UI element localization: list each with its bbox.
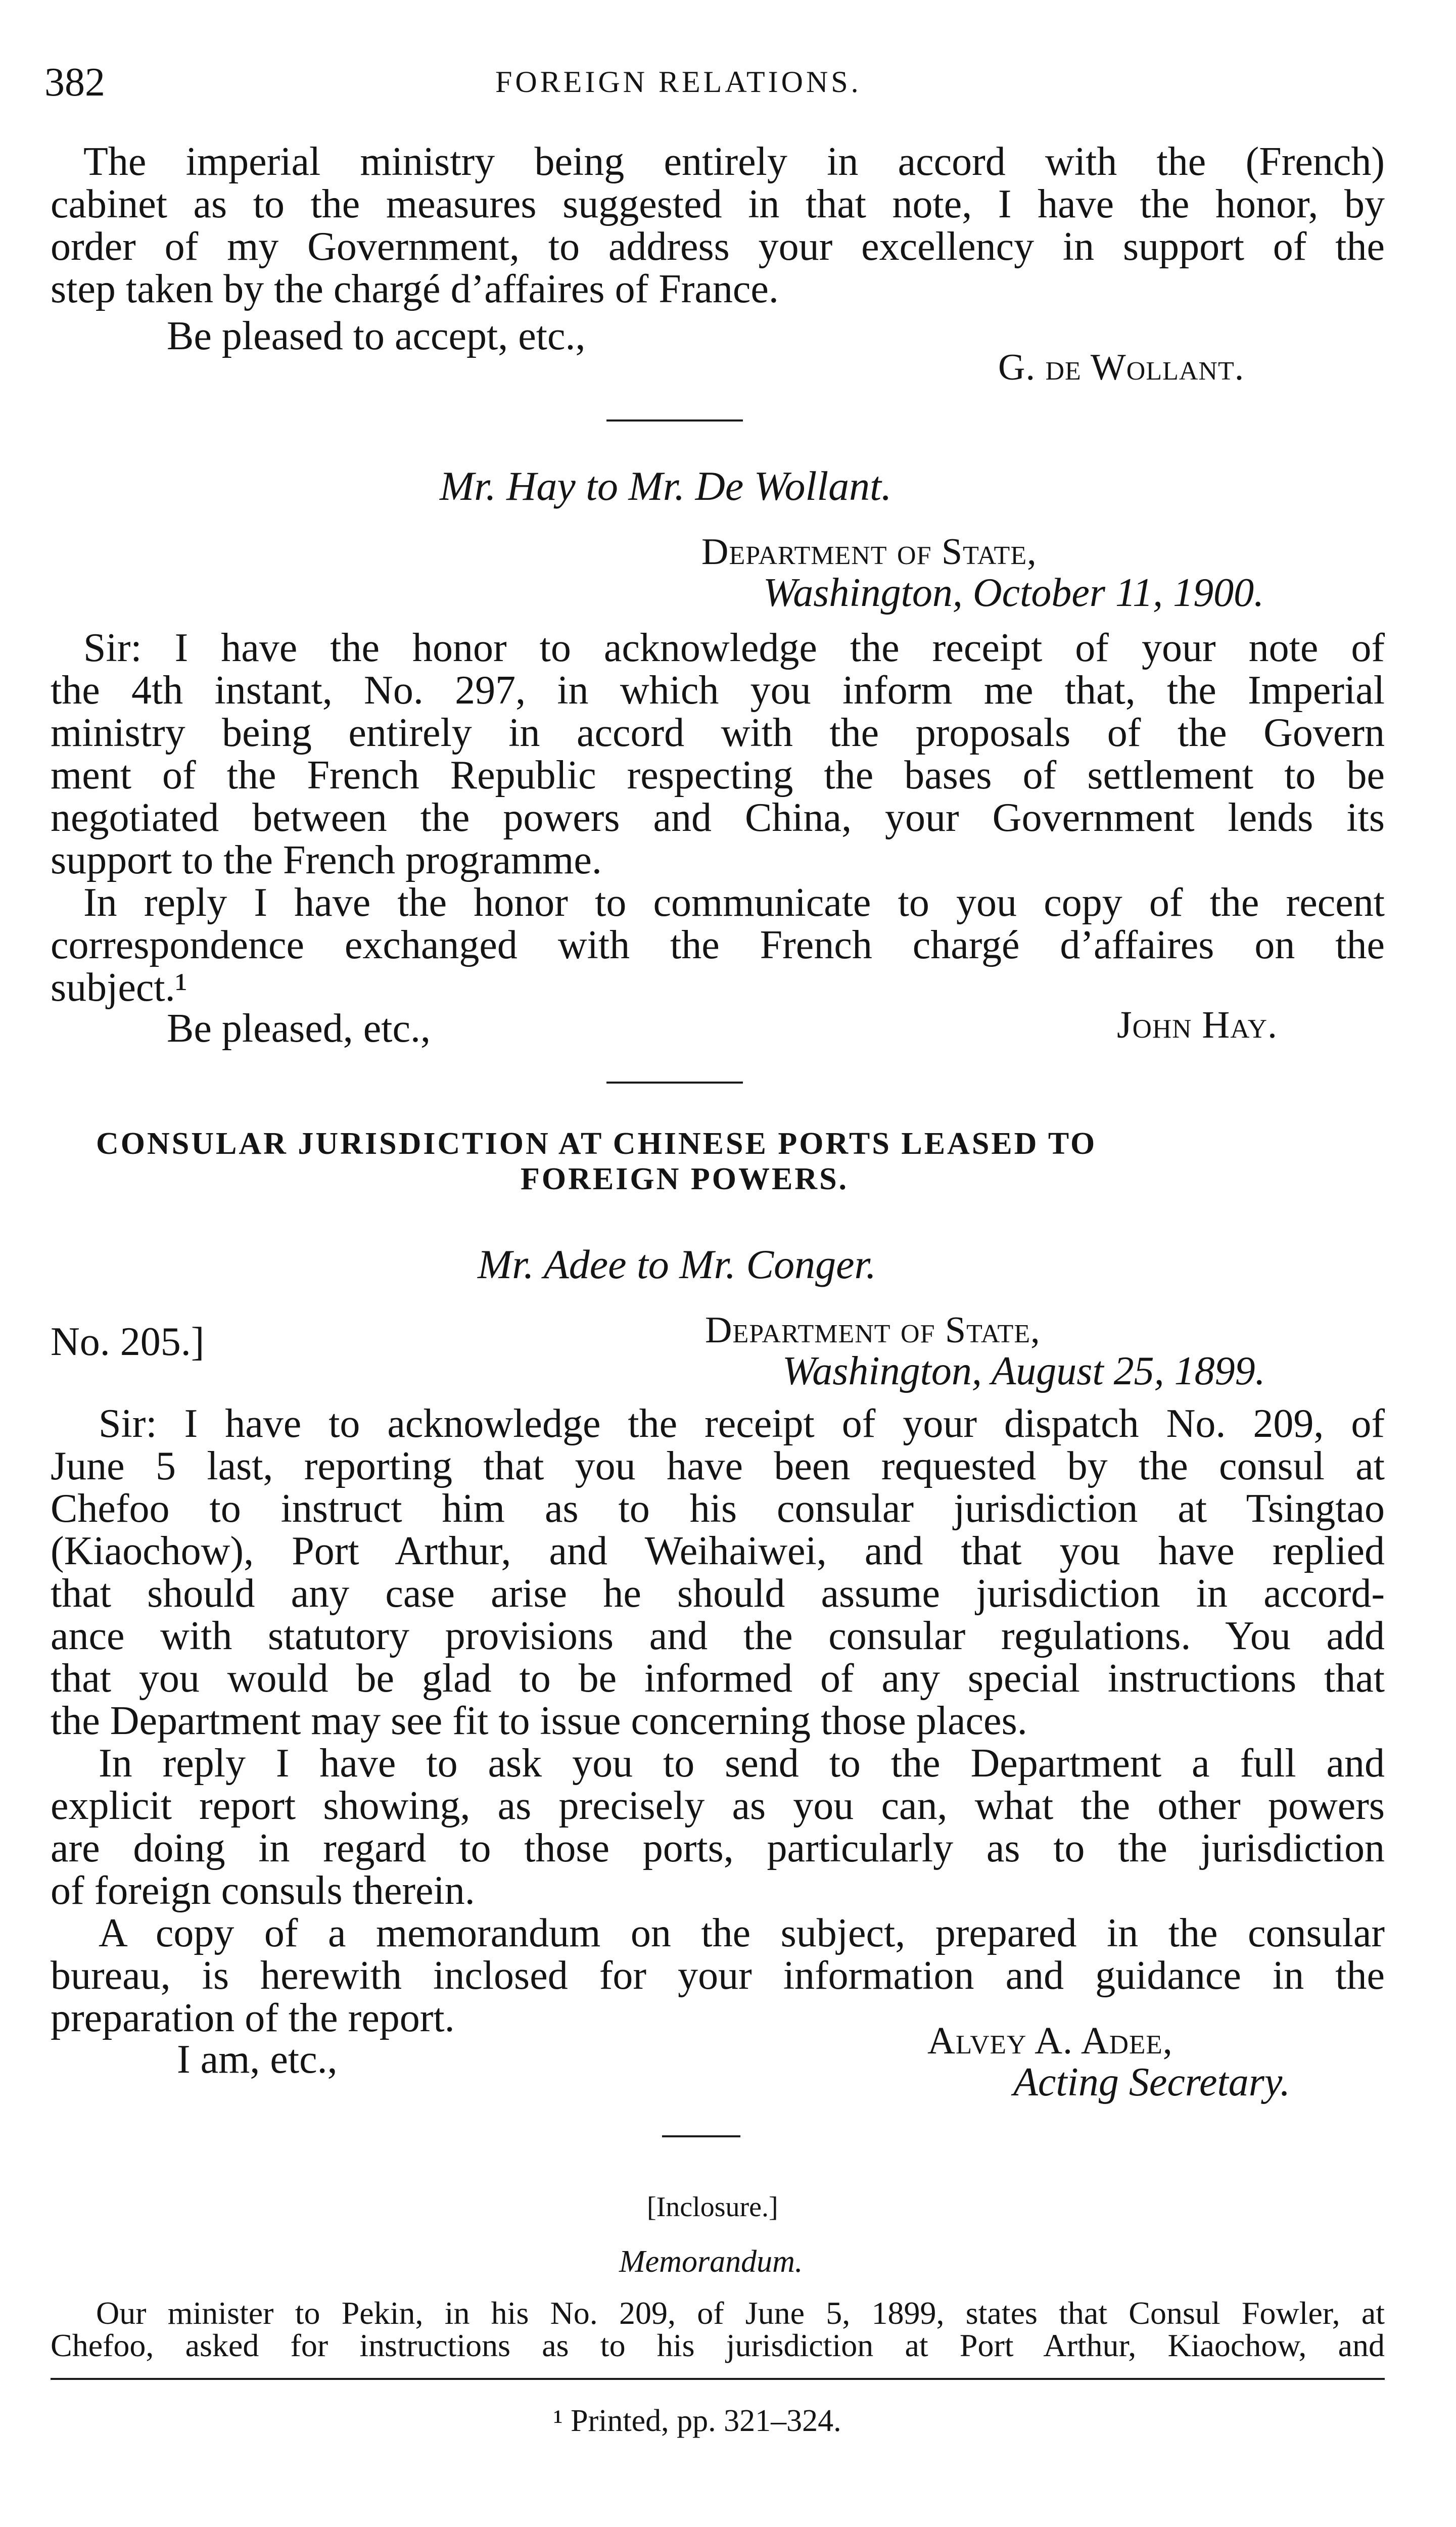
text-line: Chefoo, asked for instructions as to his jurisdiction at Port Arthur, Kiaochow, and	[51, 2327, 1385, 2363]
text-line: Our minister to Pekin, in his No. 209, of June 5, 1899, states that Consul Fowler, at	[96, 2295, 1385, 2331]
text-line: support to the French programme.	[51, 838, 602, 882]
text-line: In reply I have to ask you to send to the Department a full and	[99, 1741, 1385, 1786]
letter3-closing: I am, etc.,	[177, 2037, 338, 2082]
text-line: the 4th instant, No. 297, in which you inform me that, the Imperial	[51, 668, 1385, 713]
letter3-department: Department of State,	[705, 1309, 1041, 1351]
text-line: Chefoo to instruct him as to his consular jurisdiction at Tsingtao	[51, 1486, 1385, 1531]
text-line: Sir: I have the honor to acknowledge the receipt of your note of	[83, 626, 1385, 670]
letter3-paragraph	[51, 1402, 1385, 2039]
memorandum-text	[51, 2297, 1385, 2362]
text-line: ment of the French Republic respecting the bases of settlement to be	[51, 753, 1385, 798]
text-line: step taken by the chargé d’affaires of France.	[51, 267, 779, 311]
text-line: order of my Government, to address your excellency in support of the	[51, 224, 1385, 269]
letter2-heading: Mr. Hay to Mr. De Wollant.	[440, 463, 892, 509]
letter1-signature: G. de Wollant.	[998, 347, 1245, 388]
footnote: ¹ Printed, pp. 321–324.	[553, 2404, 841, 2438]
text-line: June 5 last, reporting that you have been requested by the consul at	[51, 1444, 1385, 1488]
text-line: (Kiaochow), Port Arthur, and Weihaiwei, and that you have replied	[51, 1529, 1385, 1573]
letter3-heading: Mr. Adee to Mr. Conger.	[478, 1241, 876, 1287]
section-title: FOREIGN POWERS.	[521, 1162, 849, 1196]
letter2-place-date: Washington, October 11, 1900.	[763, 571, 1264, 615]
text-line: In reply I have the honor to communicate to you copy of the recent	[83, 880, 1385, 925]
memorandum-title: Memorandum.	[619, 2244, 803, 2279]
text-line: negotiated between the powers and China, your Government lends its	[51, 795, 1385, 840]
dispatch-number: No. 205.]	[51, 1320, 205, 1364]
text-line: cabinet as to the measures suggested in that note, I have the honor, by	[51, 182, 1385, 226]
section-divider	[606, 419, 743, 422]
letter2-paragraph	[51, 627, 1385, 1009]
text-line: are doing in regard to those ports, particularly as to the jurisdiction	[51, 1826, 1385, 1870]
letter2-signature: John Hay.	[1117, 1004, 1278, 1046]
section-divider	[662, 2135, 740, 2137]
letter3-signature: Alvey A. Adee,	[927, 2020, 1173, 2062]
running-title: FOREIGN RELATIONS.	[495, 65, 862, 99]
text-line: Sir: I have to acknowledge the receipt of your dispatch No. 209, of	[99, 1401, 1385, 1446]
text-line: subject.¹	[51, 965, 187, 1010]
letter1-closing: Be pleased to accept, etc.,	[167, 314, 586, 358]
text-line: ministry being entirely in accord with the proposals of the Govern	[51, 711, 1385, 755]
text-line: correspondence exchanged with the French chargé d’affaires on the	[51, 923, 1385, 967]
text-line: preparation of the report.	[51, 1996, 455, 2040]
letter3-place-date: Washington, August 25, 1899.	[782, 1349, 1265, 1393]
inclosure-label: [Inclosure.]	[647, 2191, 778, 2223]
text-line: of foreign consuls therein.	[51, 1868, 475, 1913]
text-line: that should any case arise he should assume jurisdiction in accord-	[51, 1571, 1385, 1616]
page-number: 382	[44, 60, 105, 105]
letter2-closing: Be pleased, etc.,	[167, 1006, 431, 1051]
letter1-paragraph	[51, 141, 1385, 310]
letter3-signature-title: Acting Secretary.	[1013, 2060, 1290, 2104]
footnote-rule	[51, 2378, 1385, 2380]
text-line: ance with statutory provisions and the consular regulations. You add	[51, 1614, 1385, 1658]
section-title: CONSULAR JURISDICTION AT CHINESE PORTS LEASED TO	[96, 1127, 1097, 1161]
text-line: that you would be glad to be informed of any special instructions that	[51, 1656, 1385, 1701]
text-line: The imperial ministry being entirely in accord with the (French)	[83, 139, 1385, 184]
text-line: the Department may see fit to issue concerning those places.	[51, 1699, 1027, 1743]
text-line: explicit report showing, as precisely as you can, what the other powers	[51, 1784, 1385, 1828]
section-divider	[606, 1082, 743, 1084]
letter2-department: Department of State,	[701, 531, 1037, 573]
text-line: bureau, is herewith inclosed for your information and guidance in the	[51, 1953, 1385, 1998]
text-line: A copy of a memorandum on the subject, prepared in the consular	[99, 1911, 1385, 1955]
